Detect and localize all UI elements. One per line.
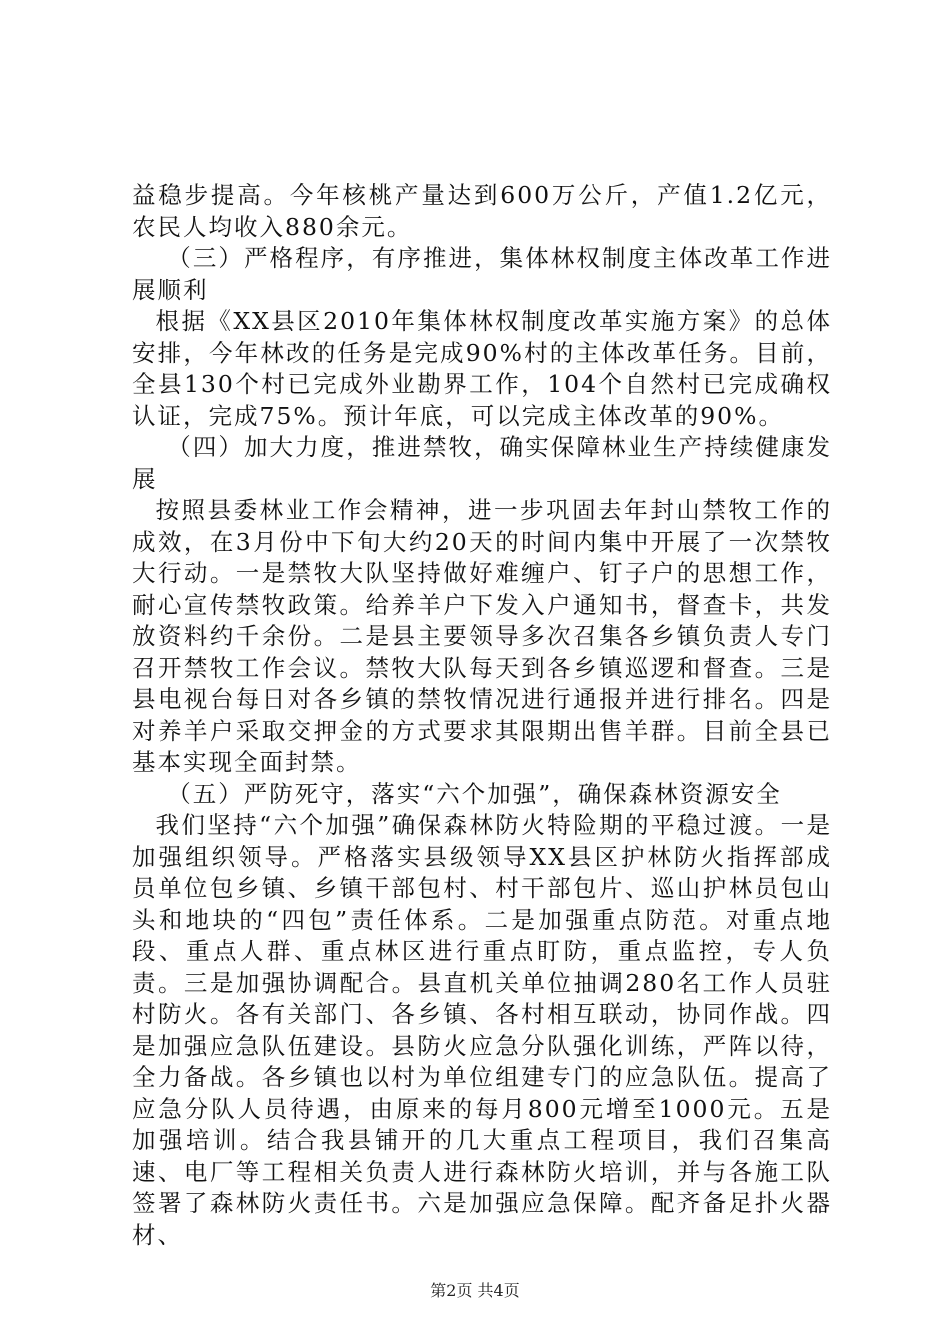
section-heading-3: （三）严格程序，有序推进，集体林权制度主体改革工作进展顺利 [132, 244, 832, 304]
document-body [132, 180, 832, 1251]
paragraph-3: 按照县委林业工作会精神，进一步巩固去年封山禁牧工作的成效，在3月份中下旬大约20天的时间内集中开展了一次禁牧大行动。一是禁牧大队坚持做好难缠户、钉子户的思想工作，耐心宣传禁牧政策。给养羊户下发入户通知书，督查卡，共发放资料约千余份。二是县主要领导多次召集各乡镇负责人专门召开禁牧工作会议。禁牧大队每天到各乡镇巡逻和督查。三是县电视台每日对各乡镇的禁牧情况进行通报并进行排名。四是对养羊户采取交押金的方式要求其限期出售羊群。目前全县已基本实现全面封禁。 [132, 496, 832, 776]
paragraph-4: 我们坚持“六个加强”确保森林防火特险期的平稳过渡。一是加强组织领导。严格落实县级领导XX县区护林防火指挥部成员单位包乡镇、乡镇干部包村、村干部包片、巡山护林员包山头和地块的“四包”责任体系。二是加强重点防范。对重点地段、重点人群、重点林区进行重点盯防，重点监控，专人负责。三是加强协调配合。县直机关单位抽调280名工作人员驻村防火。各有关部门、各乡镇、各村相互联动，协同作战。四是加强应急队伍建设。县防火应急分队强化训练，严阵以待，全力备战。各乡镇也以村为单位组建专门的应急队伍。提高了应急分队人员待遇，由原来的每月800元增至1000元。五是加强培训。结合我县铺开的几大重点工程项目，我们召集高速、电厂等工程相关负责人进行森林防火培训，并与各施工队签署了森林防火责任书。六是加强应急保障。配齐备足扑火器材、 [132, 811, 832, 1249]
section-heading-4: （四）加大力度，推进禁牧，确实保障林业生产持续健康发展 [132, 433, 832, 493]
paragraph-2: 根据《XX县区2010年集体林权制度改革实施方案》的总体安排，今年林改的任务是完成90%村的主体改革任务。目前，全县130个村已完成外业勘界工作，104个自然村已完成确权认证，完成75%。预计年底，可以完成主体改革的90%。 [132, 307, 832, 430]
paragraph-1: 益稳步提高。今年核桃产量达到600万公斤，产值1.2亿元，农民人均收入880余元。 [132, 181, 832, 241]
page-number-footer: 第2页 共4页 [430, 1281, 520, 1300]
section-heading-5: （五）严防死守，落实“六个加强”，确保森林资源安全 [167, 779, 782, 808]
